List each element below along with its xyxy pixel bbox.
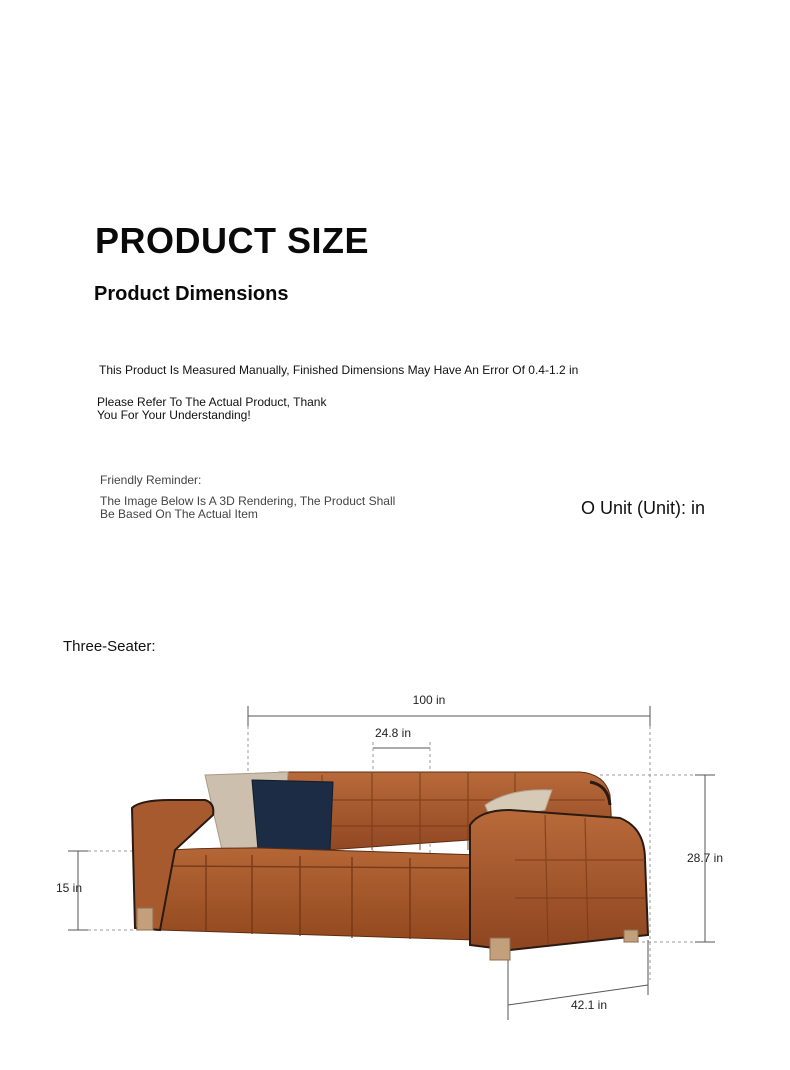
seat-height-label: 15 in (55, 881, 83, 895)
refer-note: Please Refer To The Actual Product, Thank You For Your Understanding! (97, 395, 327, 422)
sofa-illustration (132, 772, 648, 960)
reminder-body: The Image Below Is A 3D Rendering, The Product Shall Be Based On The Actual Item (100, 494, 396, 521)
height-label: 28.7 in (686, 851, 724, 865)
width-label: 100 in (412, 693, 446, 707)
depth-label: 42.1 in (570, 998, 608, 1012)
sofa-foot-back (624, 930, 638, 942)
section-subtitle: Product Dimensions (94, 283, 289, 305)
page-title: PRODUCT SIZE (95, 220, 370, 261)
unit-label: O Unit (Unit): in (581, 498, 706, 518)
sofa-seat (160, 848, 480, 940)
sofa-foot-right (490, 938, 510, 960)
variant-label: Three-Seater: (63, 638, 156, 655)
reminder-heading: Friendly Reminder: (100, 473, 202, 487)
cushion-width-label: 24.8 in (374, 726, 412, 740)
sofa-foot-left (137, 908, 153, 930)
sofa-right-arm (470, 810, 648, 950)
sofa-dimension-diagram (0, 660, 790, 1070)
measurement-note: This Product Is Measured Manually, Finished Dimensions May Have An Error Of 0.4-1.2 in (99, 363, 579, 377)
pillow-navy (252, 780, 333, 850)
